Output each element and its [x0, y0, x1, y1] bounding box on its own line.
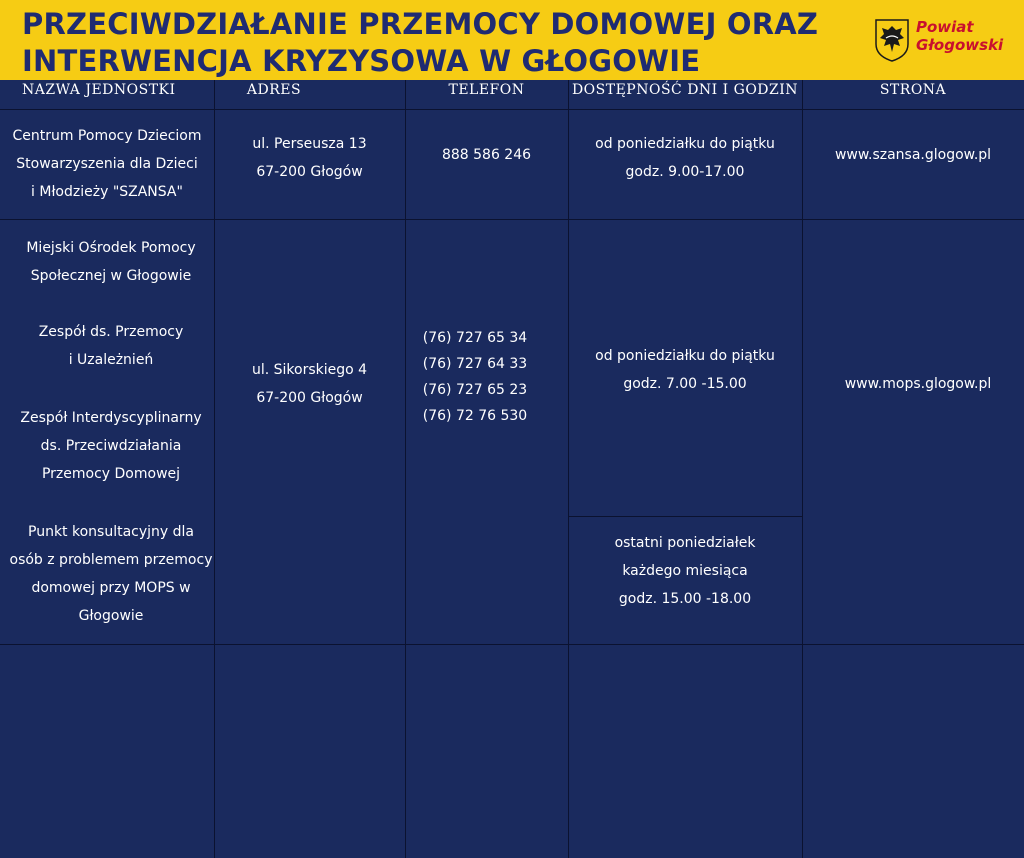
row2-name-mops: Miejski Ośrodek Pomocy Społecznej w Głogowie — [26, 240, 196, 284]
row2-website[interactable]: www.mops.glogow.pl — [844, 376, 992, 392]
grid-line — [405, 80, 406, 858]
row2-name-consultation-point: Punkt konsultacyjny dla osób z problemem przemocy domowej przy MOPS w Głogowie — [9, 524, 213, 624]
row2-hours-monthly: ostatni poniedziałek każdego miesiąca godz. 15.00 -18.00 — [614, 535, 756, 607]
col-header-phone: TELEFON — [448, 82, 525, 98]
col-header-hours: DOSTĘPNOŚĆ DNI I GODZIN — [571, 82, 799, 98]
row2-name-team-addiction: Zespół ds. Przemocy i Uzależnień — [38, 324, 184, 368]
grid-line — [0, 644, 1024, 645]
row1-phone: 888 586 246 — [441, 147, 532, 163]
row2-address: ul. Sikorskiego 4 67-200 Głogów — [251, 362, 368, 406]
row2-phones: (76) 727 65 34 (76) 727 64 33 (76) 727 65 23 (76) 72 76 530 — [422, 330, 528, 424]
row2-hours-weekdays: od poniedziałku do piątku godz. 7.00 -15.00 — [595, 348, 775, 392]
col-header-website: STRONA — [879, 82, 947, 98]
row2-name-interdisciplinary-team: Zespół Interdyscyplinarny ds. Przeciwdziałania Przemocy Domowej — [20, 410, 202, 482]
grid-line — [802, 80, 803, 858]
col-header-name: NAZWA JEDNOSTKI — [22, 82, 176, 98]
powiat-logo — [874, 18, 1019, 64]
logo-text: Powiat Głogowski — [916, 18, 1004, 54]
grid-line — [568, 516, 802, 517]
grid-line — [0, 219, 1024, 220]
row1-hours: od poniedziałku do piątku godz. 9.00-17.00 — [595, 136, 775, 180]
eagle-coat-of-arms-icon — [874, 18, 910, 62]
row1-name: Centrum Pomocy Dzieciom Stowarzyszenia dla Dzieci i Młodzieży "SZANSA" — [12, 128, 202, 200]
row1-website[interactable]: www.szansa.glogow.pl — [834, 147, 992, 163]
grid-line — [0, 109, 1024, 110]
grid-line — [568, 80, 569, 858]
row1-address: ul. Perseusza 13 67-200 Głogów — [252, 136, 367, 180]
page-title: PRZECIWDZIAŁANIE PRZEMOCY DOMOWEJ ORAZ INTERWENCJA KRYZYSOWA W GŁOGOWIE — [22, 7, 819, 78]
col-header-address: ADRES — [246, 82, 302, 98]
